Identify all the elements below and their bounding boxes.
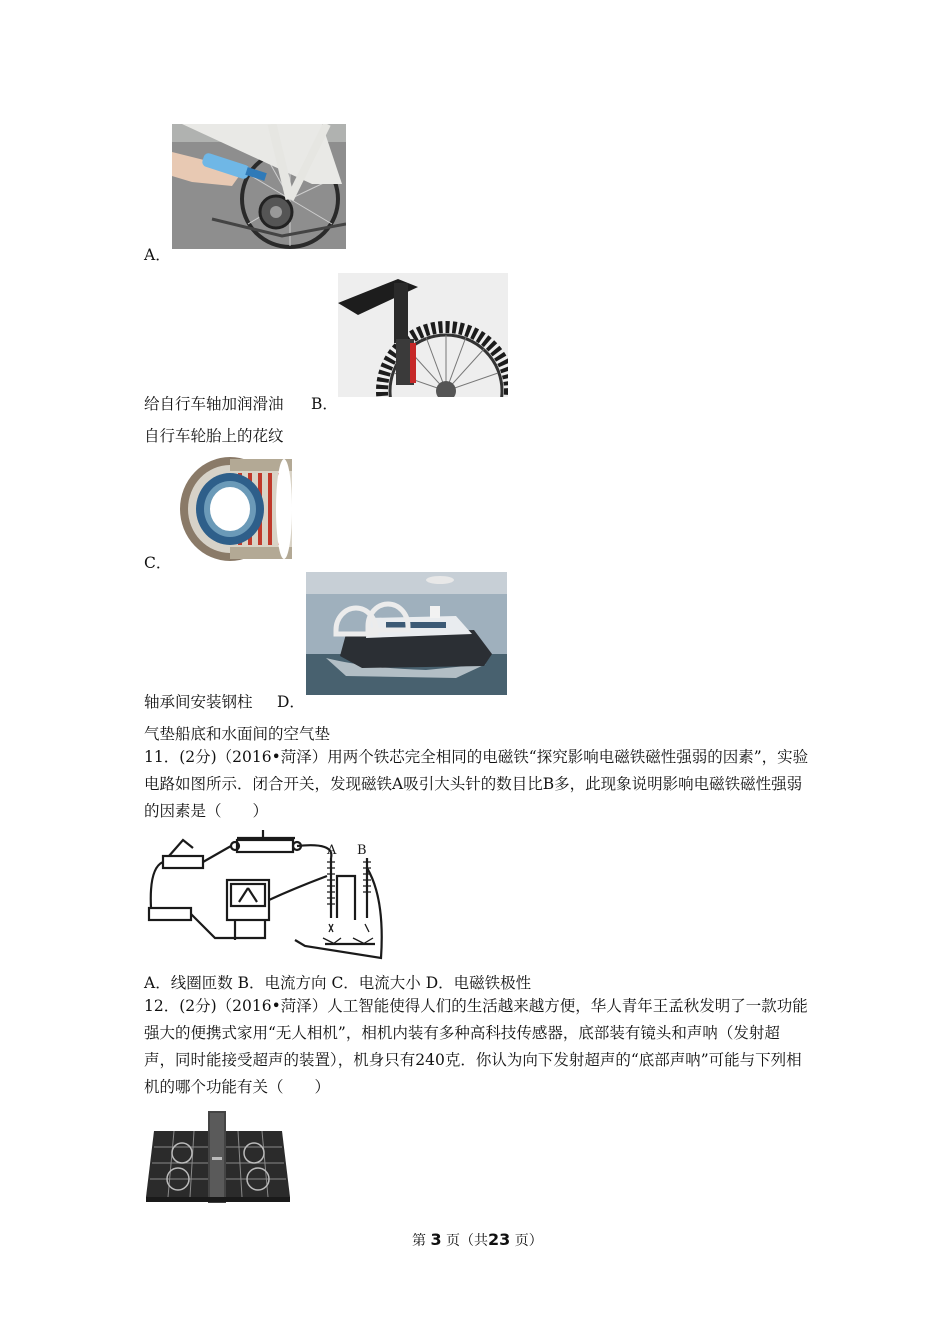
option-a-caption: 给自行车轴加润滑油 bbox=[144, 395, 284, 413]
option-b-caption: 自行车轮胎上的花纹 bbox=[144, 427, 284, 445]
option-d-letter: D． bbox=[277, 693, 305, 711]
question-11-stem: 11．(2分)（2016•菏泽）用两个铁芯完全相同的电磁铁“探究影响电磁铁磁性强弱的因素”，实验电路如图所示．闭合开关，发现磁铁A吸引大头针的数目比B多，此现象说明影响电磁铁磁性强弱的因素是（ ） bbox=[144, 748, 809, 820]
question-12-stem: 12．(2分)（2016•菏泽）人工智能使得人们的生活越来越方便，华人青年王孟秋发明了一款功能强大的便携式家用“无人相机”，相机内装有多种高科技传感器，底部装有镜头和声呐（发射超声，同时能接受超声的装置），机身只有240克．你认为向下发射超声的“底部声呐”可能与下列相机的哪个功能有关（ ） bbox=[144, 997, 808, 1096]
bicycle-tire-photo bbox=[338, 273, 508, 397]
bearing-photo bbox=[172, 447, 296, 569]
bicycle-lubrication-photo bbox=[172, 124, 346, 249]
option-c-caption: 轴承间安装钢柱 bbox=[144, 693, 253, 711]
page-footer bbox=[412, 1230, 543, 1250]
option-d-caption: 气垫船底和水面间的空气垫 bbox=[144, 725, 331, 743]
hovercraft-photo bbox=[306, 572, 507, 695]
drone-camera-photo bbox=[144, 1107, 292, 1206]
footer-suffix: 页） bbox=[514, 1233, 543, 1249]
option-b-letter: B． bbox=[311, 395, 338, 413]
magnet-b-label: B bbox=[357, 843, 367, 858]
footer-page-number: 3 bbox=[430, 1230, 442, 1249]
option-c-letter: C． bbox=[144, 554, 172, 572]
question-11-options: A．线圈匝数 B．电流方向 C．电流大小 D．电磁铁极性 bbox=[144, 974, 532, 992]
footer-mid: 页（共 bbox=[446, 1233, 489, 1249]
option-a-letter: A． bbox=[144, 246, 171, 264]
footer-total-pages: 23 bbox=[488, 1230, 511, 1249]
footer-prefix: 第 bbox=[412, 1233, 426, 1249]
electromagnet-circuit-diagram bbox=[145, 828, 390, 964]
magnet-a-label: A bbox=[327, 843, 337, 858]
